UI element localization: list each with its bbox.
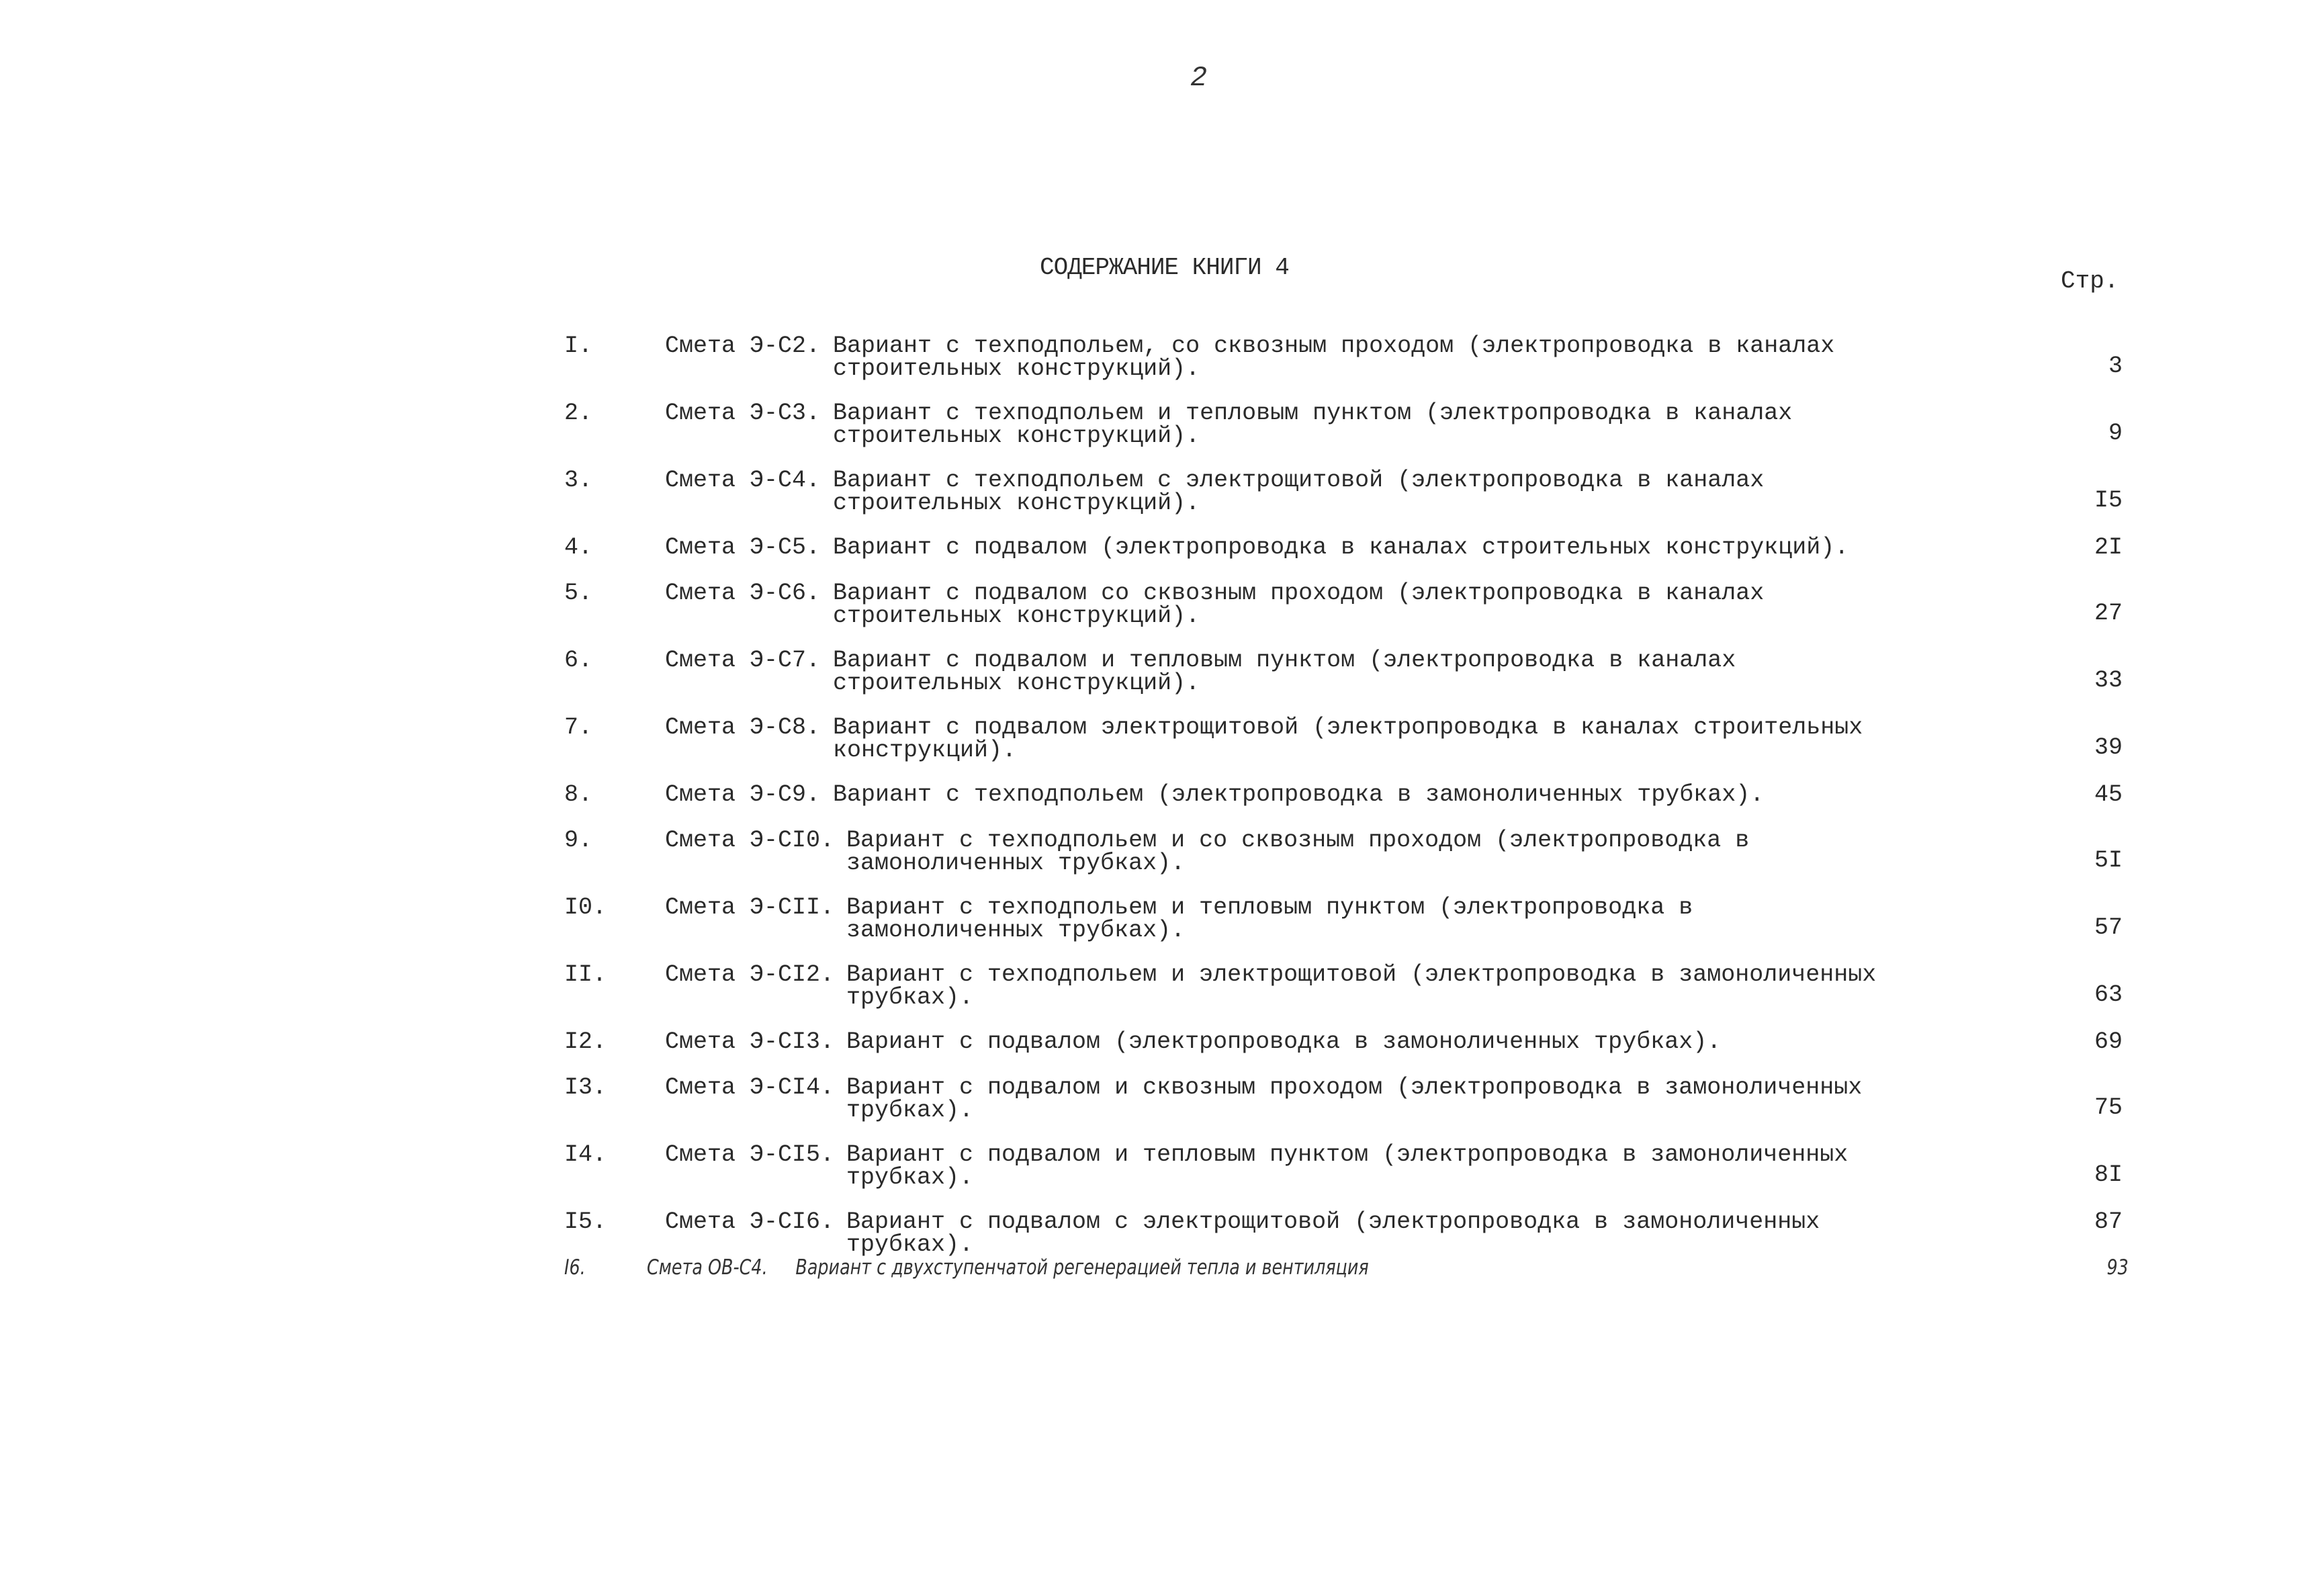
entry-description: Вариант с техподпольем и тепловым пунктом (электропроводка в каналах строительных конструкций). xyxy=(833,400,1793,449)
page-number: 2 xyxy=(1190,62,1208,94)
page-column-label: Стр. xyxy=(2061,267,2119,295)
entry-number: 3. xyxy=(564,467,593,494)
entry-number: 4. xyxy=(564,534,593,561)
entry-code: Смета Э-С2. xyxy=(665,332,821,359)
entry-description: Вариант с подвалом (электропроводка в каналах строительных конструкций). xyxy=(833,534,1849,561)
entry-code: Смета Э-СI6. xyxy=(665,1208,835,1235)
entry-number: 2. xyxy=(564,400,593,427)
entry-description: Вариант с техподпольем (электропроводка в замоноличенных трубках). xyxy=(833,781,1765,808)
entry-number: I2. xyxy=(564,1028,607,1055)
entry-description: Вариант с подвалом и тепловым пунктом (электропроводка в замоноличенных трубках). xyxy=(846,1141,1849,1191)
page-title: СОДЕРЖАНИЕ КНИГИ 4 xyxy=(1040,254,1289,281)
entry-number: I. xyxy=(564,332,593,359)
entry-code: Смета Э-С8. xyxy=(665,714,821,741)
toc-entry xyxy=(564,582,2123,649)
entry-code: Смета Э-СI0. xyxy=(665,827,835,854)
entry-description: Вариант с техподпольем, со сквозным проходом (электропроводка в каналах строительных конструкций). xyxy=(833,332,1835,382)
entry-page: 57 xyxy=(2094,914,2123,941)
entry-code: Смета Э-СI2. xyxy=(665,961,835,988)
entry-description: Вариант с двухступенчатой регенерацией тепла и вентиляция xyxy=(795,1255,1369,1280)
entry-description: Вариант с подвалом и тепловым пунктом (электропроводка в каналах строительных конструкций). xyxy=(833,647,1736,697)
entry-description: Вариант с техподпольем и со сквозным проходом (электропроводка в замоноличенных трубках). xyxy=(846,827,1750,877)
entry-description: Вариант с техподпольем и тепловым пунктом (электропроводка в замоноличенных трубках). xyxy=(846,894,1693,944)
toc-entry xyxy=(564,896,2123,963)
entry-description: Вариант с подвалом электрощитовой (электропроводка в каналах строительных конструкций). xyxy=(833,714,1863,764)
toc-entry xyxy=(564,1076,2123,1143)
toc-entry xyxy=(564,1030,2123,1076)
entry-description: Вариант с подвалом (электропроводка в замоноличенных трубках). xyxy=(846,1028,1722,1055)
entry-page: 9 xyxy=(2108,420,2123,447)
entry-code: Смета Э-СI4. xyxy=(665,1074,835,1101)
entry-page: 33 xyxy=(2094,667,2123,694)
entry-page: 3 xyxy=(2108,353,2123,380)
entry-page: 63 xyxy=(2094,981,2123,1008)
entry-code: Смета Э-С5. xyxy=(665,534,821,561)
entry-page: I5 xyxy=(2094,487,2123,514)
toc-entry xyxy=(564,716,2123,783)
entry-number: I3. xyxy=(564,1074,607,1101)
entry-number: II. xyxy=(564,961,607,988)
entry-number: 6. xyxy=(564,647,593,674)
toc-entry xyxy=(564,332,2123,402)
toc-entry xyxy=(564,783,2123,829)
entry-code: Смета Э-С6. xyxy=(665,580,821,607)
entry-code: Смета ОВ-С4. xyxy=(647,1255,768,1280)
toc-entry xyxy=(564,1255,2129,1302)
table-of-contents xyxy=(564,332,2129,1302)
entry-page: 75 xyxy=(2094,1094,2123,1121)
entry-number: 7. xyxy=(564,714,593,741)
entry-number: I6. xyxy=(564,1255,586,1280)
entry-code: Смета Э-С9. xyxy=(665,781,821,808)
toc-entry xyxy=(564,402,2123,469)
entry-code: Смета Э-СII. xyxy=(665,894,835,921)
toc-entry xyxy=(564,1210,2123,1256)
toc-entry xyxy=(564,649,2123,716)
entry-page: 87 xyxy=(2094,1208,2123,1235)
entry-number: I5. xyxy=(564,1208,607,1235)
entry-code: Смета Э-СI3. xyxy=(665,1028,835,1055)
toc-entry xyxy=(564,469,2123,536)
entry-number: 9. xyxy=(564,827,593,854)
entry-page: 93 xyxy=(2106,1255,2129,1280)
entry-code: Смета Э-С7. xyxy=(665,647,821,674)
toc-entry xyxy=(564,963,2123,1030)
entry-description: Вариант с подвалом со сквозным проходом (электропроводка в каналах строительных конструкций). xyxy=(833,580,1765,629)
entry-code: Смета Э-СI5. xyxy=(665,1141,835,1168)
entry-page: 45 xyxy=(2094,781,2123,808)
entry-page: 39 xyxy=(2094,734,2123,761)
entry-page: 8I xyxy=(2094,1161,2123,1188)
entry-description: Вариант с техподпольем с электрощитовой (электропроводка в каналах строительных конструкций). xyxy=(833,467,1765,517)
entry-description: Вариант с подвалом и сквозным проходом (электропроводка в замоноличенных трубках). xyxy=(846,1074,1863,1124)
toc-entry xyxy=(564,536,2123,582)
entry-page: 69 xyxy=(2094,1028,2123,1055)
entry-code: Смета Э-С3. xyxy=(665,400,821,427)
entry-page: 5I xyxy=(2094,847,2123,874)
entry-description: Вариант с подвалом с электрощитовой (электропроводка в замоноличенных трубках). xyxy=(846,1208,1820,1258)
entry-number: I4. xyxy=(564,1141,607,1168)
entry-number: 5. xyxy=(564,580,593,607)
toc-entry xyxy=(564,829,2123,896)
entry-page: 27 xyxy=(2094,600,2123,627)
entry-number: I0. xyxy=(564,894,607,921)
entry-code: Смета Э-С4. xyxy=(665,467,821,494)
entry-number: 8. xyxy=(564,781,593,808)
entry-page: 2I xyxy=(2094,534,2123,561)
entry-description: Вариант с техподпольем и электрощитовой (электропроводка в замоноличенных трубках). xyxy=(846,961,1877,1011)
toc-entry xyxy=(564,1143,2123,1210)
